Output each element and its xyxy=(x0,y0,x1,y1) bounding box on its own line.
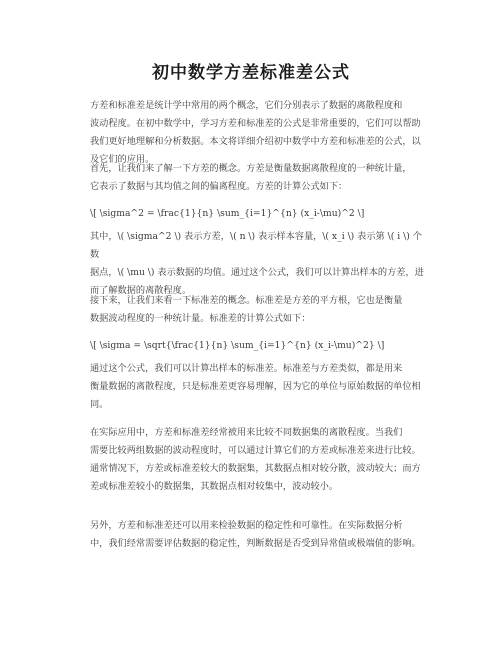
stddev-explanation-paragraph: 通过这个公式，我们可以计算出样本的标准差。标准差与方差类似，都是用来 衡量数据的离散程度，只是标准差更容易理解，因为它的单位与原始数据的单位相 同。 xyxy=(90,363,421,410)
stddev-formula: \[ \sigma = \sqrt{\frac{1}{n} \sum_{i=1}^{n} (x_i-\mu)^2} \] xyxy=(90,340,385,351)
variance-concept-paragraph: 首先，让我们来了解一下方差的概念。方差是衡量数据离散程度的一种统计量， 它表示了数据与其均值之间的偏离程度。方差的计算公式如下： xyxy=(90,163,412,192)
variance-explanation-paragraph: 其中，\( \sigma^2 \) 表示方差，\( n \) 表示样本容量，\( x_i \) 表示第 \( i \) 个数 据点，\( \mu \) 表示数据的均值。通过这个公式，我们可以计算出样本的方差，进 而了解数据的离散程度。 xyxy=(90,231,424,296)
stability-paragraph: 另外，方差和标准差还可以用来检验数据的稳定性和可靠性。在实际数据分析 中，我们经常需要评估数据的稳定性，判断数据是否受到异常值或极端值的影响。 xyxy=(90,520,421,549)
application-paragraph: 在实际应用中，方差和标准差经常被用来比较不同数据集的离散程度。当我们 需要比较两组数据的波动程度时，可以通过计算它们的方差或标准差来进行比较。 通常情况下，方差或标准差较大的数据集，其数据点相对较分散，波动较大；而方 差或标准差较小的数据集，其数据点相对较集中，波动较小。 xyxy=(90,427,421,492)
variance-formula: \[ \sigma^2 = \frac{1}{n} \sum_{i=1}^{n} (x_i-\mu)^2 \] xyxy=(90,208,365,219)
document-title: 初中数学方差标准差公式 xyxy=(152,63,350,83)
intro-paragraph: 方差和标准差是统计学中常用的两个概念，它们分别表示了数据的离散程度和 波动程度。在初中数学中，学习方差和标准差的公式是非常重要的，它们可以帮助 我们更好地理解和分析数据。本文将详细介绍初中数学中方差和标准差的公式，以 及它们的应用。 xyxy=(90,100,421,165)
stddev-concept-paragraph: 接下来，让我们来看一下标准差的概念。标准差是方差的平方根，它也是衡量 数据波动程度的一种统计量。标准差的计算公式如下： xyxy=(90,295,403,324)
